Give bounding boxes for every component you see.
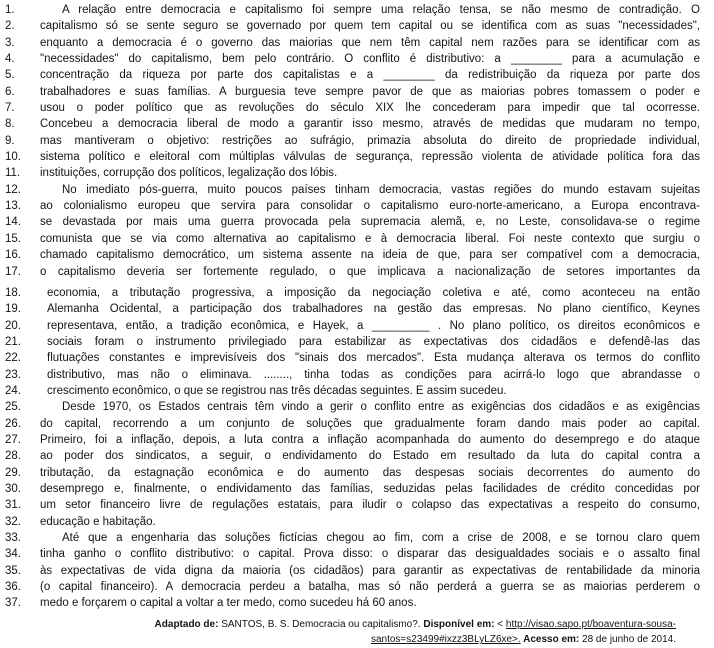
line-number: 12. bbox=[5, 183, 21, 196]
line-number: 33. bbox=[5, 532, 21, 544]
text-line bbox=[5, 249, 700, 265]
line-number: 32. bbox=[5, 515, 21, 528]
line-number: 5. bbox=[5, 69, 15, 82]
line-number: 17. bbox=[5, 265, 21, 278]
line-text: medo e forçarem o capital a voltar a ter medo, como sucedeu há 60 anos. bbox=[40, 597, 417, 610]
line-text: enquanto a democracia é o governo das maiorias que nem têm capital nem razões para se identificar com as bbox=[40, 36, 700, 49]
line-number: 31. bbox=[5, 499, 21, 512]
source-link-continued[interactable]: santos=s23499#ixzz3BLyLZ6xe>. bbox=[370, 634, 521, 646]
text-line bbox=[5, 499, 700, 515]
text-line bbox=[5, 216, 700, 232]
line-text: se devastada por mais uma guerra provocada pela supremacia alemã, e, no Leste, consolidava-se o regime bbox=[40, 216, 700, 229]
text-line bbox=[5, 434, 700, 450]
text-line bbox=[5, 352, 700, 368]
line-text: capitalismo só se sente seguro se governado por quem tem capital ou se identifica com as suas "necessidades", bbox=[40, 20, 700, 33]
text-line bbox=[5, 581, 700, 597]
citation bbox=[5, 617, 700, 648]
line-number: 16. bbox=[5, 249, 21, 262]
text-line bbox=[5, 102, 700, 118]
text-line bbox=[5, 369, 700, 385]
text-line bbox=[5, 135, 700, 151]
text-line bbox=[5, 548, 700, 564]
text-line bbox=[5, 385, 700, 401]
line-text: o capitalismo deveria ser fortemente regulado, o que implicava a nacionalização de setores importantes da bbox=[40, 265, 700, 278]
line-text: No imediato pós-guerra, muito poucos países tinham democracia, vastas regiões do mundo estavam sujeitas bbox=[62, 183, 700, 196]
line-number: 37. bbox=[5, 597, 21, 610]
text-line bbox=[5, 167, 700, 183]
text-line bbox=[5, 450, 700, 466]
text-line bbox=[5, 597, 700, 613]
line-text: ao colonialismo europeu que servira para consolidar o capitalismo euro-norte-americano, a Europa encontrava- bbox=[40, 200, 700, 213]
line-text: (o capital financeiro). A democracia perdeu a batalha, mas só não perderá a guerra se as maiorias perderem o bbox=[40, 581, 700, 594]
line-number: 3. bbox=[5, 36, 15, 49]
text-line bbox=[5, 401, 700, 417]
text-line bbox=[5, 532, 700, 548]
text-line bbox=[5, 86, 700, 102]
line-text: usou o poder político que as revoluções do século XIX lhe concederam para impedir que tal ocorresse. bbox=[40, 102, 700, 115]
citation-line-2 bbox=[5, 632, 676, 648]
line-number: 25. bbox=[5, 401, 21, 414]
line-text: educação e habitação. bbox=[40, 515, 156, 528]
line-text: Alemanha Ocidental, a participação dos trabalhadores na gestão das empresas. No plano científico, Keynes bbox=[47, 303, 700, 316]
line-text: desemprego e, finalmente, o endividamento das famílias, seduzidas pelas facilidades de crédito concedidas por bbox=[40, 482, 700, 495]
line-text: Primeiro, foi a inflação, depois, a luta contra a inflação acompanhada do aumento do desemprego e do ataque bbox=[40, 433, 700, 446]
line-number: 19. bbox=[5, 303, 21, 316]
line-text: "necessidades" do capitalismo, bem pelo contrário. O conflito é distributivo: a ________ para a acumulação e bbox=[40, 53, 700, 66]
line-number: 35. bbox=[5, 564, 21, 577]
line-text: do capital, recorrendo a um conjunto de soluções que gradualmente foram dando mais poder ao capital. bbox=[40, 417, 700, 430]
text-line bbox=[5, 320, 700, 336]
line-number: 8. bbox=[5, 118, 15, 131]
text-line bbox=[5, 200, 700, 216]
line-text: chamado capitalismo democrático, um sistema assente na ideia de que, para ser compatível com a democracia, bbox=[40, 249, 700, 262]
line-text: tinha ganho o conflito distributivo: o capital. Prova disso: o disparar das desigualdades sociais e o assalto final bbox=[40, 548, 700, 561]
citation-angle-bracket: < bbox=[494, 618, 506, 630]
line-number: 29. bbox=[5, 466, 21, 479]
text-line bbox=[5, 467, 700, 483]
adapted-from-label: Adaptado de: bbox=[154, 618, 219, 630]
line-number: 30. bbox=[5, 482, 21, 495]
line-text: economia, a tributação progressiva, a imposição da negociação coletiva e até, como aconteceu na então bbox=[47, 286, 700, 299]
line-number: 24. bbox=[5, 384, 21, 397]
line-number: 11. bbox=[5, 167, 21, 180]
source-link[interactable]: http://visao.sapo.pt/boaventura-sousa- bbox=[505, 618, 676, 630]
text-line bbox=[5, 184, 700, 200]
line-number: 6. bbox=[5, 85, 15, 98]
text-line bbox=[5, 233, 700, 249]
text-line bbox=[5, 4, 700, 20]
text-line bbox=[5, 418, 700, 434]
line-text: flutuações constantes e imprevisíveis dos "sinais dos mercados". Esta mudança alterava os termos do conflito bbox=[47, 352, 700, 365]
line-text: mas mantiveram o objetivo: restrições ao sufrágio, primazia absoluta do direito de propriedade individual, bbox=[40, 134, 700, 147]
line-number: 27. bbox=[5, 433, 21, 446]
line-text: um setor financeiro livre de regulações estatais, para iludir o colapso das expectativas a respeito do consumo, bbox=[40, 499, 700, 512]
text-line bbox=[5, 266, 700, 282]
line-number: 20. bbox=[5, 319, 21, 332]
line-text: Até que a engenharia das soluções fictícias chegou ao fim, com a crise de 2008, e se tornou claro quem bbox=[62, 532, 700, 544]
line-number: 9. bbox=[5, 134, 15, 147]
accessed-on-label: Acesso em: bbox=[520, 634, 583, 646]
text-line bbox=[5, 483, 700, 499]
text-line bbox=[5, 20, 700, 36]
line-number: 34. bbox=[5, 548, 21, 561]
line-text: A relação entre democracia e capitalismo foi sempre uma relação tensa, se não mesmo de contradição. O bbox=[62, 4, 700, 16]
line-text: Concebeu a democracia liberal de modo a garantir isso mesmo, através de medidas que mudaram no tempo, bbox=[40, 118, 700, 131]
line-text: Desde 1970, os Estados centrais têm vindo a gerir o conflito entre as exigências dos cidadãos e as exigências bbox=[62, 401, 700, 414]
text-line bbox=[5, 287, 700, 303]
line-number: 26. bbox=[5, 417, 21, 430]
line-number: 14. bbox=[5, 216, 21, 229]
text-line bbox=[5, 69, 700, 85]
access-date: 28 de junho de 2014. bbox=[582, 634, 676, 646]
citation-line-1 bbox=[5, 617, 676, 633]
line-text: sociais foram o instrumento privilegiado para estabilizar as expectativas dos cidadãos e defendê-las das bbox=[47, 335, 700, 348]
line-number: 4. bbox=[5, 53, 15, 66]
line-text: tributação, da estagnação econômica e do aumento das despesas sociais decorrentes do aumento do bbox=[40, 466, 700, 479]
line-text: instituições, corrupção dos políticos, legalização dos lóbis. bbox=[40, 167, 338, 180]
text-line bbox=[5, 53, 700, 69]
citation-source: SANTOS, B. S. Democracia ou capitalismo?. bbox=[218, 618, 424, 630]
line-text: ao poder dos sindicatos, a seguir, o endividamento do Estado em resultado da luta do capital contra a bbox=[40, 450, 700, 463]
text-line bbox=[5, 303, 700, 319]
text-line bbox=[5, 151, 700, 167]
text-line bbox=[5, 565, 700, 581]
line-number: 7. bbox=[5, 102, 15, 115]
line-text: às expectativas de vida digna da maioria (os cidadãos) para garantir as expectativas de rentabilidade da minoria bbox=[40, 564, 700, 577]
line-number: 18. bbox=[5, 286, 21, 299]
line-text: sistema político e eleitoral com múltiplas válvulas de segurança, repressão violenta de atividade política fora das bbox=[40, 151, 700, 164]
available-at-label: Disponível em: bbox=[423, 618, 495, 630]
line-number: 10. bbox=[5, 151, 21, 164]
line-number: 22. bbox=[5, 352, 21, 365]
text-line bbox=[5, 118, 700, 134]
line-text: representava, então, a tradição econômica, e Hayek, a _________ . No plano político, os direitos econômicos e bbox=[47, 319, 700, 332]
line-text: distributivo, mas não o eliminava. ........, tinha todas as condições para acirrá-lo logo que abrandasse o bbox=[47, 368, 700, 381]
passage-text-block bbox=[5, 4, 700, 614]
line-number: 36. bbox=[5, 581, 21, 594]
line-text: concentração da riqueza por parte dos capitalistas e a ________ da redistribuição da riqueza por parte dos bbox=[40, 69, 700, 82]
text-line bbox=[5, 336, 700, 352]
line-number: 21. bbox=[5, 335, 21, 348]
line-number: 1. bbox=[5, 4, 15, 16]
line-text: crescimento econômico, o que se registrou nas três décadas seguintes. E assim sucedeu. bbox=[47, 384, 507, 397]
line-number: 15. bbox=[5, 232, 21, 245]
line-number: 13. bbox=[5, 200, 21, 213]
text-line bbox=[5, 37, 700, 53]
line-number: 2. bbox=[5, 20, 15, 33]
line-text: comunista que se via como alternativa ao capitalismo e à democracia liberal. Foi neste contexto que surgiu o bbox=[40, 232, 700, 245]
line-text: trabalhadores e suas famílias. A burguesia teve sempre pavor de que as maiorias pobres tomassem o poder e bbox=[40, 85, 700, 98]
line-number: 23. bbox=[5, 368, 21, 381]
line-number: 28. bbox=[5, 450, 21, 463]
text-line bbox=[5, 516, 700, 532]
